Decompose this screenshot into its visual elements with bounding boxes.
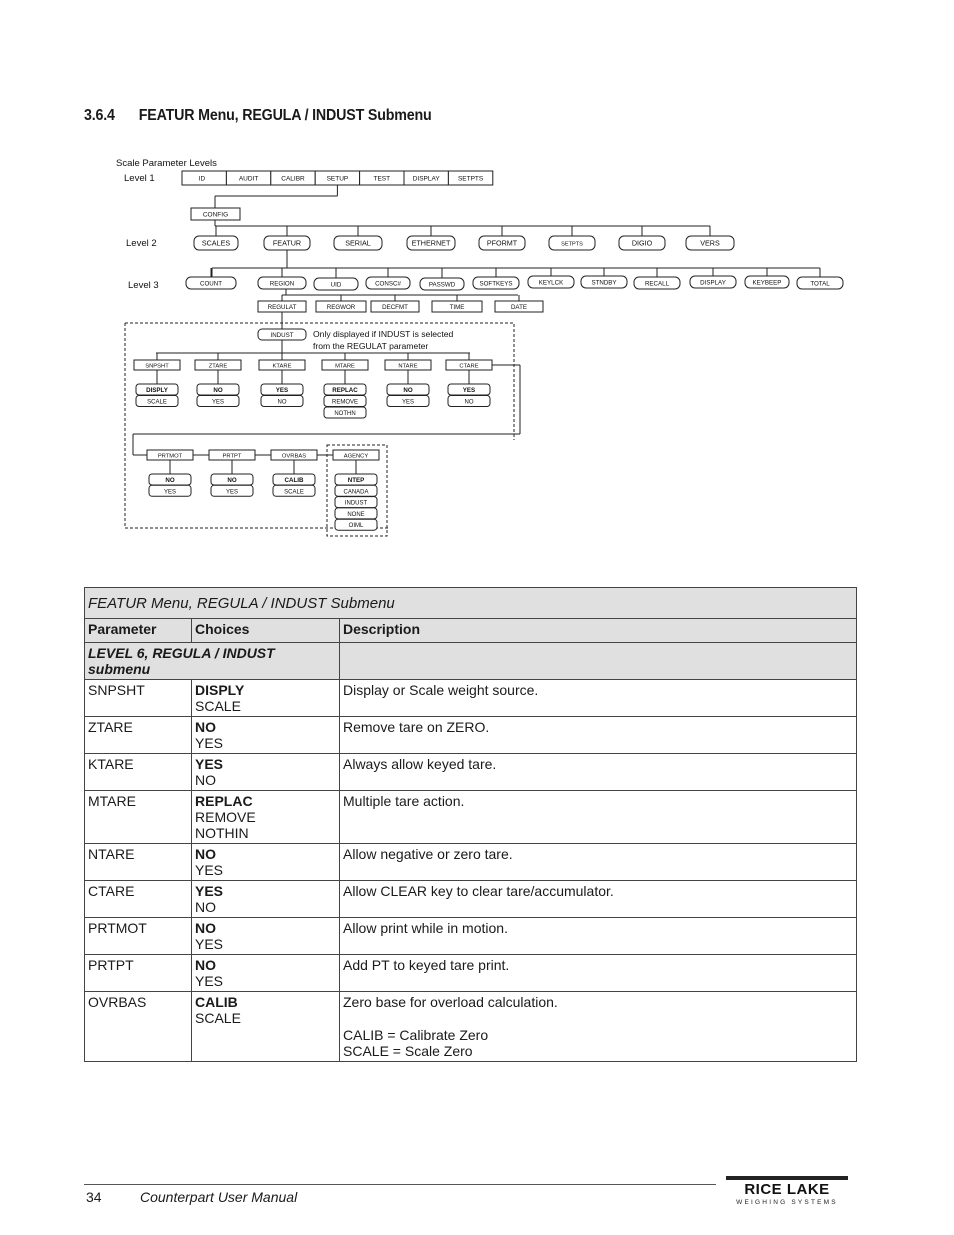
level3-menu-box-label: TOTAL	[810, 280, 830, 288]
regula-menu-box-label: TIME	[449, 303, 465, 311]
choice-label: NO	[165, 477, 175, 484]
choices-cell	[192, 791, 340, 844]
choice-label: NONE	[347, 511, 365, 518]
level2-menu-box-label: SERIAL	[345, 238, 371, 248]
description-cell	[340, 717, 857, 754]
level3-menu-box-label: PASSWD	[428, 281, 456, 289]
config-box-label: CONFIG	[202, 211, 229, 219]
description-cell	[340, 992, 857, 1062]
choice-label: SCALE	[147, 399, 167, 406]
choice-label: CANADA	[343, 489, 369, 496]
param-cell: SNPSHT	[85, 680, 192, 717]
description-cell	[340, 918, 857, 955]
description-cell	[340, 844, 857, 881]
description-line: Zero base for overload calculation.	[343, 994, 558, 1010]
table-row	[85, 955, 857, 992]
description-line: Always allow keyed tare.	[343, 756, 497, 772]
level2-menu-box-label: VERS	[700, 238, 720, 248]
choice-label: YES	[275, 387, 289, 394]
level1-menu-label: DISPLAY	[412, 175, 440, 183]
indust-note: Only displayed if INDUST is selected	[313, 329, 454, 339]
other-choice: NOTHIN	[195, 825, 249, 841]
level3-menu-box-label: COUNT	[200, 280, 222, 288]
other-choice: YES	[195, 973, 224, 989]
param-cell: NTARE	[85, 844, 192, 881]
level-3-label: Level 3	[128, 280, 159, 291]
choice-label: YES	[462, 387, 476, 394]
choice-label: NO	[464, 399, 474, 406]
header-parameter: Parameter	[85, 619, 192, 643]
choices-cell	[192, 881, 340, 918]
level3-menu-box-label: REGION	[269, 280, 295, 288]
level3-menu-box-label: SOFTKEYS	[479, 280, 513, 288]
description-line: Add PT to keyed tare print.	[343, 957, 510, 973]
choice-label: YES	[163, 489, 177, 496]
table-row	[85, 918, 857, 955]
level2-menu-box-label: FEATUR	[272, 238, 302, 248]
description-cell	[340, 754, 857, 791]
header-choices: Choices	[192, 619, 340, 643]
description-line	[343, 1010, 853, 1027]
choices-cell	[192, 992, 340, 1062]
choice-label: NOTHN	[334, 411, 356, 417]
param-cell: OVRBAS	[85, 992, 192, 1062]
page-number: 34	[86, 1189, 102, 1205]
indust-box-label: INDUST	[270, 331, 294, 339]
table-body	[85, 680, 857, 1062]
default-choice: CALIB	[195, 994, 238, 1010]
choice-label: NO	[213, 387, 223, 394]
choices-cell	[192, 844, 340, 881]
choice-label: INDUST	[344, 500, 368, 507]
level3-menu-box-label: STNDBY	[591, 279, 617, 287]
description-line: SCALE = Scale Zero	[343, 1043, 473, 1059]
regula-menu-box-label: DECFMT	[382, 303, 408, 311]
logo-sub-text: WEIGHING SYSTEMS	[736, 1199, 838, 1206]
section-title: FEATUR Menu, REGULA / INDUST Submenu	[138, 107, 432, 124]
table-row	[85, 844, 857, 881]
param-box-label: MTARE	[335, 363, 355, 370]
choice-label: CALIB	[284, 477, 304, 484]
default-choice: NO	[195, 719, 216, 735]
param-box-label: PRTPT	[222, 453, 242, 460]
rice-lake-logo	[722, 1174, 852, 1206]
level-2-label: Level 2	[126, 238, 157, 249]
table-row	[85, 754, 857, 791]
level3-menu-box-label: KEYBEEP	[752, 279, 782, 287]
level-row-label: LEVEL 6, REGULA / INDUST submenu	[85, 643, 340, 680]
choice-label: NO	[227, 477, 237, 484]
table-row	[85, 791, 857, 844]
indust-boundary	[125, 323, 514, 528]
manual-title: Counterpart User Manual	[140, 1189, 298, 1205]
choices-cell	[192, 955, 340, 992]
other-choice: SCALE	[195, 698, 241, 714]
description-line: CALIB = Calibrate Zero	[343, 1027, 489, 1043]
param-cell: KTARE	[85, 754, 192, 791]
default-choice: DISPLY	[195, 682, 245, 698]
level1-menu-label: SETPTS	[457, 175, 484, 183]
param-box-label: PRTMOT	[157, 453, 183, 460]
param-box-label: KTARE	[272, 363, 292, 370]
default-choice: YES	[195, 883, 224, 899]
level3-menu-box-label: KEYLCK	[538, 279, 564, 287]
other-choice: NO	[195, 772, 216, 788]
choices-cell	[192, 680, 340, 717]
param-cell: PRTMOT	[85, 918, 192, 955]
default-choice: YES	[195, 756, 224, 772]
description-line: Allow print while in motion.	[343, 920, 508, 936]
param-cell: PRTPT	[85, 955, 192, 992]
level3-menu-box-label: DISPLAY	[700, 279, 726, 287]
default-choice: REPLAC	[195, 793, 253, 809]
choice-label: SCALE	[284, 489, 304, 496]
choice-label: REPLAC	[332, 387, 358, 394]
level-row-blank	[340, 643, 857, 680]
choice-label: REMOVE	[331, 399, 359, 406]
description-line: Multiple tare action.	[343, 793, 465, 809]
table-row	[85, 881, 857, 918]
description-cell	[340, 881, 857, 918]
other-choice: SCALE	[195, 1010, 241, 1026]
level2-menu-box-label: SETPTS	[561, 241, 583, 248]
description-cell	[340, 680, 857, 717]
description-cell	[340, 955, 857, 992]
param-box-label: AGENCY	[343, 453, 369, 460]
choice-label: YES	[225, 489, 239, 496]
other-choice: YES	[195, 735, 224, 751]
level2-menu-box-label: ETHERNET	[411, 238, 451, 248]
param-box-label: SNPSHT	[145, 363, 169, 370]
regula-menu-box-label: REGULAT	[267, 303, 297, 311]
choices-cell	[192, 717, 340, 754]
default-choice: NO	[195, 920, 216, 936]
regula-menu-box-label: REGWOR	[326, 303, 356, 311]
diagram-caption: Scale Parameter Levels	[116, 158, 217, 169]
other-choice: NO	[195, 899, 216, 915]
param-box-label: ZTARE	[208, 363, 228, 370]
other-choice: REMOVE	[195, 809, 256, 825]
default-choice: NO	[195, 846, 216, 862]
footer-rule	[84, 1184, 716, 1185]
level1-menu-label: ID	[198, 175, 206, 183]
logo-main-text: RICE LAKE	[744, 1181, 830, 1198]
other-choice: YES	[195, 862, 224, 878]
description-line: Allow CLEAR key to clear tare/accumulator.	[343, 883, 614, 899]
choice-label: YES	[401, 399, 415, 406]
level-1-label: Level 1	[124, 173, 155, 184]
choice-label: YES	[211, 399, 225, 406]
section-number: 3.6.4	[84, 107, 115, 124]
param-cell: CTARE	[85, 881, 192, 918]
param-cell: MTARE	[85, 791, 192, 844]
level1-menu-label: AUDIT	[238, 175, 259, 183]
param-box-label: OVRBAS	[281, 453, 307, 460]
choices-cell	[192, 918, 340, 955]
description-line: Remove tare on ZERO.	[343, 719, 490, 735]
choice-label: OIML	[348, 523, 364, 530]
table-row	[85, 680, 857, 717]
header-description: Description	[340, 619, 857, 643]
default-choice: NO	[195, 957, 216, 973]
table-row	[85, 992, 857, 1062]
other-choice: YES	[195, 936, 224, 952]
description-line: Display or Scale weight source.	[343, 682, 539, 698]
choice-label: NTEP	[347, 477, 365, 484]
param-cell: ZTARE	[85, 717, 192, 754]
indust-note: from the REGULAT parameter	[313, 341, 429, 351]
level2-menu-box-label: PFORMT	[486, 238, 518, 248]
level3-menu-box-label: RECALL	[644, 280, 670, 288]
description-cell	[340, 791, 857, 844]
level2-menu-box-label: DIGIO	[631, 238, 653, 248]
choices-cell	[192, 754, 340, 791]
menu-diagram	[0, 0, 954, 560]
choice-label: DISPLY	[146, 387, 168, 394]
level2-menu-box-label: SCALES	[201, 238, 231, 248]
choice-label: NO	[277, 399, 287, 406]
level3-menu-box-label: CONSC#	[375, 280, 401, 288]
level3-menu-box-label: UID	[330, 281, 342, 289]
regula-menu-box-label: DATE	[510, 303, 528, 311]
table-caption: FEATUR Menu, REGULA / INDUST Submenu	[85, 588, 857, 619]
choice-label: NO	[403, 387, 413, 394]
level1-menu-label: SETUP	[326, 175, 349, 183]
parameter-table	[84, 587, 857, 1062]
description-line: Allow negative or zero tare.	[343, 846, 513, 862]
level1-menu-label: CALIBR	[281, 175, 305, 183]
param-box-label: NTARE	[398, 363, 418, 370]
level1-menu-label: TEST	[373, 175, 391, 183]
param-box-label: CTARE	[459, 363, 479, 370]
table-row	[85, 717, 857, 754]
